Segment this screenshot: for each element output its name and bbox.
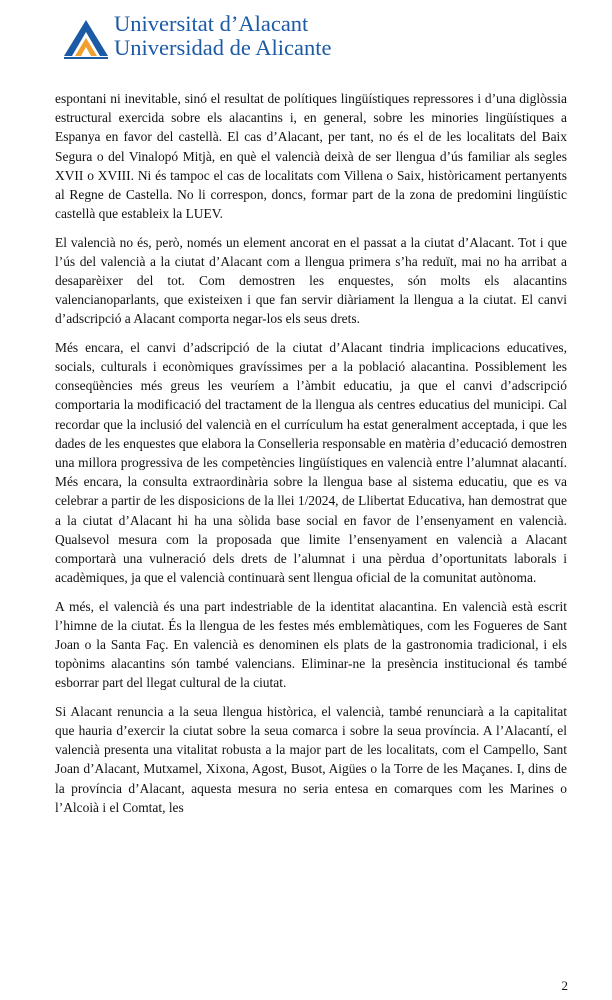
paragraph: A més, el valencià és una part indestriable de la identitat alacantina. En valencià està escrit l’himne de la ciutat. És la llengua de les festes més emblemàtiques, com les Fogueres de Sant Joan o la Santa Faç. En valencià es denominen els plats de la gastronomia tradicional, i els topònims alacantins són també valencians. Eliminar-ne la presència institucional és també esborrar part del llegat cultural de la ciutat. [55,598,567,691]
university-header [62,12,542,66]
document-body [55,89,567,826]
paragraph: Si Alacant renuncia a la seua llengua històrica, el valencià, també renunciarà a la capitalitat que hauria d’exercir la ciutat sobre la seua comarca i sobre la seua província. A l’Alacantí, el valencià presenta una vitalitat robusta a la major part de les localitats, com el Campello, Sant Joan d’Alacant, Mutxamel, Xixona, Agost, Busot, Aigües o la Torre de les Maçanes. I, dins de la província d’Alacant, aquesta mesura no seria entesa en comarques com les Marines o l’Alcoià i el Comtat, les [55,703,567,815]
page-number: 2 [561,978,568,993]
university-name-valencian: Universitat d’Alacant [114,11,309,36]
universitat-alacant-logo-icon [62,14,108,60]
paragraph: espontani ni inevitable, sinó el resultat de polítiques lingüístiques repressores i d’una diglòssia estructural exercida sobre els alacantins i, en general, sobre les minories lingüístiques a Espanya en favor del castellà. El cas d’Alacant, per tant, no és el de les localitats del Baix Segura o del Vinalopó Mitjà, en què el valencià deixà de ser llengua d’ús familiar als segles XVII o XVIII. Ni és tampoc el cas de localitats com Villena o Saix, històricament pertanyents al Regne de Castella. No li correspon, doncs, formar part de la zona de predomini lingüístic castellà que estableix la LUEV. [55,91,567,222]
paragraph: Més encara, el canvi d’adscripció de la ciutat d’Alacant tindria implicacions educatives, socials, culturals i econòmiques gravíssimes per a la població alacantina. Possiblement les conseqüències més greus les veuríem a l’àmbit educatiu, ja que el canvi d’adscripció comportaria la modificació del tractament de la llengua als centres educatius del municipi. Cal recordar que la inclusió del valencià en el currículum ha estat generalment acceptada, i que les dades de les enquestes que elabora la Conselleria responsable en matèria d’educació demostren una millora progressiva de les competències lingüístiques en valencià entre l’alumnat alacantí. Més encara, la consulta extraordinària sobre la llengua base al sistema educatiu, que es va celebrar a partir de les disposicions de la llei 1/2024, de Llibertat Educativa, han demostrat que a la ciutat d’Alacant hi ha una sòlida base social en favor de l’ensenyament en valencià. Qualsevol mesura com la proposada que limite l’ensenyament en valencià a Alacant comportarà una vulneració dels drets de l’alumnat i una pèrdua d’oportunitats laborals i acadèmiques, ja que el valencià continuarà sent llengua oficial de la comunitat autònoma. [55,339,567,586]
university-name [114,12,331,60]
university-name-spanish: Universidad de Alicante [114,35,332,60]
paragraph: El valencià no és, però, només un element ancorat en el passat a la ciutat d’Alacant. Tot i que l’ús del valencià a la ciutat d’Alacant com a llengua primera s’ha reduït, mai no ha arribat a desaparèixer del tot. Com demostren les enquestes, són molts els alacantins valencianoparlants, que existeixen i que fan servir diàriament la llengua a la ciutat. El canvi d’adscripció a Alacant comporta negar-los els seus drets. [55,234,567,327]
